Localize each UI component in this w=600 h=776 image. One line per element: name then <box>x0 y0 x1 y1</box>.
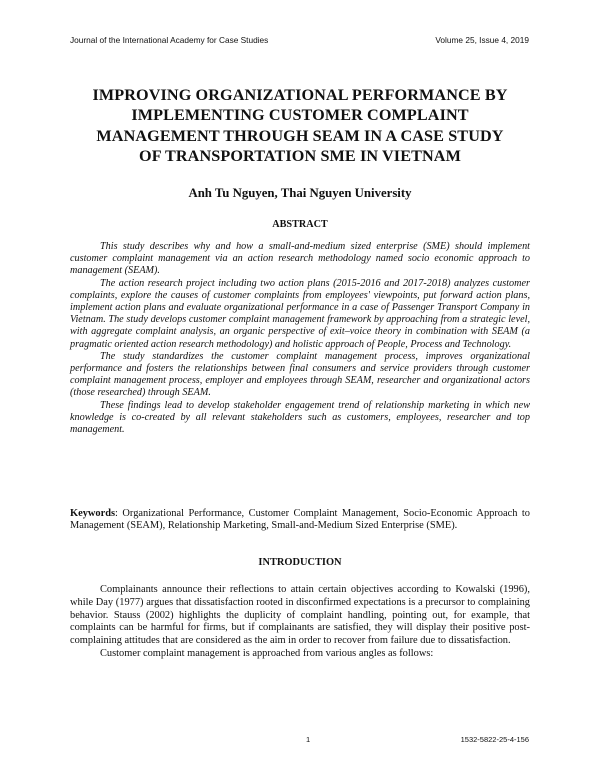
keywords-text: Organizational Performance, Customer Complaint Management, Socio-Economic Approach to Management (SEAM), Relationship Marketing, Small-and-Medium Sized Enterprise (SME). <box>70 508 530 532</box>
title-line: IMPLEMENTING CUSTOMER COMPLAINT <box>131 106 469 125</box>
abstract-paragraph: The action research project including two action plans (2015-2016 and 2017-2018) analyzes customer complaints, explore the causes of customer complaints from employees' viewpoints, put forward action plans, implement action plans and evaluate organizational performance in a case of Passenger Transport Company in Vietnam. The study develops customer complaint management framework by approaching from a strategic level, with aggregate complaint analysis, an organic perspective of exit–voice theory in combination with SEAM (a pragmatic oriented action research methodology) and holistic approach of People, Process and Technology. <box>70 277 530 350</box>
article-title <box>60 85 540 166</box>
abstract-body <box>70 241 530 436</box>
page-number: 1 <box>306 735 311 744</box>
author-line: Anh Tu Nguyen, Thai Nguyen University <box>188 186 412 200</box>
abstract-paragraph: This study describes why and how a small-and-medium sized enterprise (SME) should implement customer complaint management via an action research methodology named socio economic approach to management (SEAM). <box>70 241 530 277</box>
article-code: 1532-5822-25-4-156 <box>460 735 529 744</box>
volume-issue: Volume 25, Issue 4, 2019 <box>435 35 529 45</box>
title-line: IMPROVING ORGANIZATIONAL PERFORMANCE BY <box>92 86 508 104</box>
abstract-heading: ABSTRACT <box>272 219 328 230</box>
journal-name: Journal of the International Academy for Case Studies <box>70 35 269 45</box>
keywords-label: Keywords <box>70 508 116 519</box>
abstract-paragraph: The study standardizes the customer complaint management process, improves organizational performance and fosters the relationships between final consumers and service providers through customer complaint management process, employer and employees through SEAM, researcher and organizational actors (those researched) through SEAM. <box>70 350 530 399</box>
abstract-paragraph: These findings lead to develop stakeholder engagement trend of relationship marketing in which new knowledge is co-created by all relevant stakeholders such as customers, employees, researcher and top management. <box>70 399 530 436</box>
keywords-colon: : <box>115 508 123 519</box>
introduction-heading: INTRODUCTION <box>258 557 342 568</box>
title-line: OF TRANSPORTATION SME IN VIETNAM <box>139 146 461 165</box>
keywords <box>70 508 530 532</box>
introduction-paragraph: Complainants announce their reflections to attain certain objectives according to Kowalski (1996), while Day (1977) argues that dissatisfaction rooted in disconfirmed expectations is a precursor to complaining behavior. Stauss (2002) highlights the duplicity of complaint handling, pointing out, for example, that complaints can be harmful for firms, but if complainants are satisfied, they will display their positive post-complaining attitudes that are considered as the aim in order to recover from failure due to dissatisfaction. <box>70 584 530 647</box>
introduction-body <box>70 584 530 661</box>
title-line: MANAGEMENT THROUGH SEAM IN A CASE STUDY <box>96 126 504 145</box>
introduction-paragraph: Customer complaint management is approached from various angles as follows: <box>100 647 434 659</box>
